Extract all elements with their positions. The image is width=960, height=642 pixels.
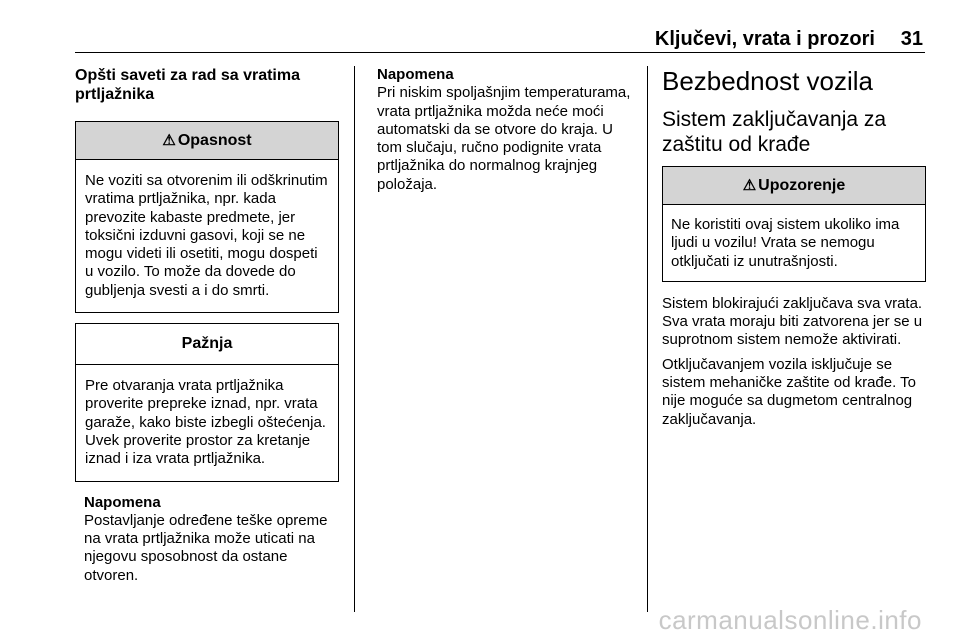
note-block	[75, 494, 339, 585]
caution-box-text: Pre otvaranja vrata prtljažnika proverite prepreke iznad, npr. vrata garaže, kako biste izbegli oštećenja. Uvek proverite prostor za kretanje iznad i iza vrata prtljažnika.	[85, 377, 326, 468]
page-number: 31	[900, 28, 923, 50]
header-rule	[75, 52, 925, 53]
body-paragraph: Sistem blokirajući zaključava sva vrata. Sva vrata moraju biti zatvorena jer se u suprotnom sistem nemože aktivirati.	[662, 294, 923, 349]
warning-box-text: Ne koristiti ovaj sistem ukoliko ima ljudi u vozilu! Vrata se nemogu otključati iz unutrašnjosti.	[671, 216, 900, 270]
column-divider-left	[354, 66, 355, 612]
warning-triangle-icon: ⚠	[742, 177, 757, 194]
page-header-title: Ključevi, vrata i prozori	[654, 28, 875, 50]
column-1	[75, 66, 339, 585]
column-3	[662, 66, 926, 429]
warning-triangle-icon: ⚠	[162, 132, 176, 149]
section-subhead: Opšti saveti za rad sa vratima prtljažnika	[75, 67, 300, 103]
caution-box-title: Pažnja	[76, 324, 338, 365]
watermark: carmanualsonline.info	[658, 605, 922, 635]
note-text: Postavljanje određene teške opreme na vrata prtljažnika može uticati na njegovu sposobnost da ostane otvoren.	[84, 511, 328, 584]
danger-box-header	[76, 122, 338, 160]
note-text: Pri niskim spoljašnjim temperaturama, vrata prtljažnika možda neće moći automatski da se otvore do kraja. U tom slučaju, ručno podignite vrata prtljažnika do normalnog krajnjeg položaja.	[377, 84, 631, 193]
note-title: Napomena	[377, 66, 454, 83]
caution-box	[75, 323, 339, 481]
column-2	[377, 66, 635, 194]
danger-box-text: Ne voziti sa otvorenim ili odškrinutim vratima prtljažnika, npr. kada prevozite kabaste predmete, jer toksični izduvni gasovi, koji se ne mogu videti ili osetiti, mogu dospeti u vozilo. To može da dovede do gubljenja svesti a i do smrti.	[85, 172, 328, 299]
body-paragraph: Otključavanjem vozila isključuje se sistem mehaničke zaštite od krađe. To nije moguće sa dugmetom centralnog zaključavanja.	[662, 355, 917, 428]
warning-box-title: Upozorenje	[758, 177, 846, 194]
column-divider-right	[647, 66, 648, 612]
danger-box-title: Opasnost	[177, 132, 252, 149]
warning-box	[662, 166, 926, 282]
danger-box	[75, 121, 339, 313]
section-heading: Bezbednost vozila	[662, 66, 874, 96]
note-title: Napomena	[84, 493, 161, 511]
section-subheading: Sistem zaključavanja za zaštitu od krađe	[662, 108, 887, 156]
warning-box-header	[663, 167, 925, 205]
note-block	[377, 66, 635, 194]
